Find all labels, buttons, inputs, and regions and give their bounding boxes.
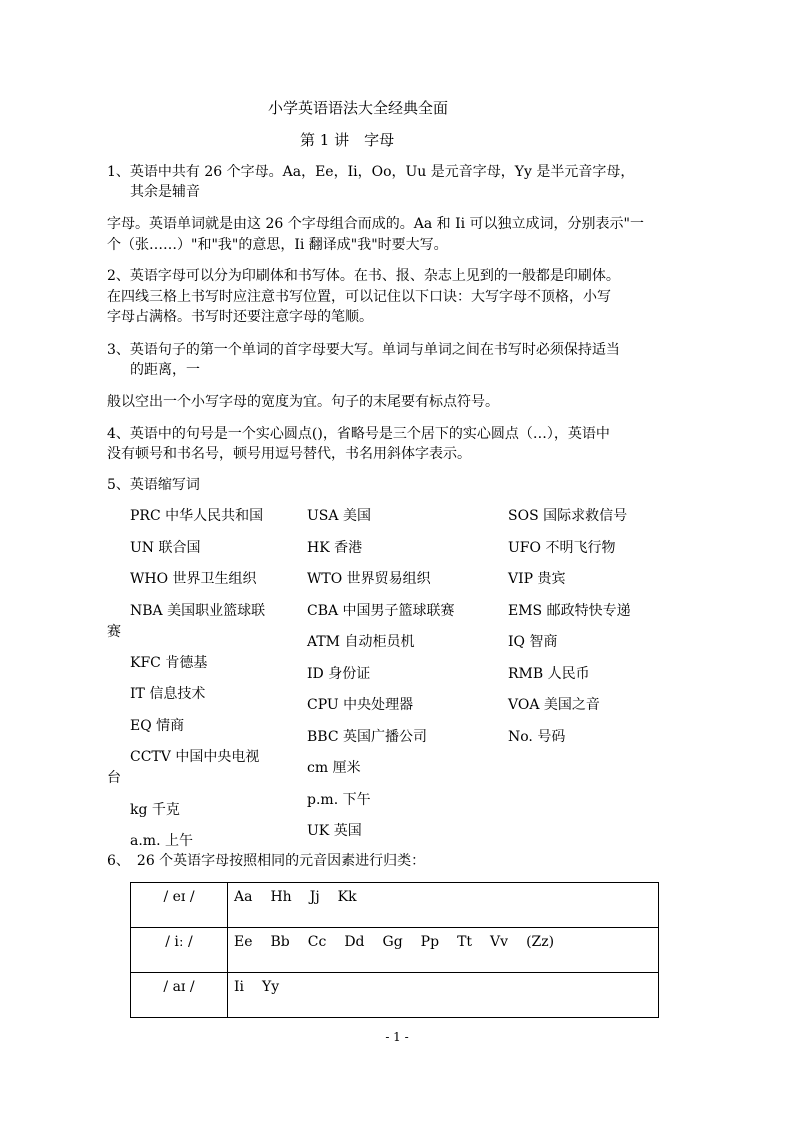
abbr-item: kg 千克: [130, 802, 180, 818]
vowel-symbol: / aɪ /: [131, 973, 228, 1018]
letter: Pp: [420, 934, 440, 950]
paragraph-1-line-3: 字母。英语单词就是由这 26 个字母组合而成的。Aa 和 Ii 可以独立成词，分别表示"一: [107, 216, 644, 232]
vowel-table: [130, 882, 659, 1018]
abbr-item: VIP 贵宾: [508, 571, 566, 587]
letter: Bb: [270, 934, 290, 950]
paragraph-6-heading: 6、 26 个英语字母按照相同的元音因素进行归类：: [107, 853, 426, 869]
letter-group: [228, 928, 659, 973]
lesson-heading: 第 1 讲 字母: [300, 131, 395, 149]
paragraph-3-line-3: 般以空出一个小写字母的宽度为宜。句子的末尾要有标点符号。: [107, 394, 499, 410]
letter: Ee: [234, 934, 253, 950]
letter: Cc: [307, 934, 327, 950]
abbr-item-wrap: 赛: [107, 624, 121, 640]
abbr-item: EQ 情商: [130, 718, 185, 734]
abbr-item: UK 英国: [307, 823, 362, 839]
abbr-item: KFC 肯德基: [130, 655, 208, 671]
paragraph-2-line-2: 在四线三格上书写时应注意书写位置，可以记住以下口诀：大写字母不顶格，小写: [107, 289, 611, 305]
paragraph-3-line-1: 3、英语句子的第一个单词的首字母要大写。单词与单词之间在书写时必须保持适当: [107, 342, 620, 358]
paragraph-2-line-1: 2、英语字母可以分为印刷体和书写体。在书、报、杂志上见到的一般都是印刷体。: [107, 268, 620, 284]
abbr-item: WTO 世界贸易组织: [307, 571, 431, 587]
abbr-item: ID 身份证: [307, 666, 371, 682]
abbr-item: WHO 世界卫生组织: [130, 571, 257, 587]
letter: Jj: [309, 889, 320, 905]
table-row: [131, 928, 659, 973]
table-row: [131, 973, 659, 1018]
abbr-item: BBC 英国广播公司: [307, 729, 427, 745]
document-title: 小学英语语法大全经典全面: [268, 99, 449, 117]
abbr-item: EMS 邮政特快专递: [508, 603, 631, 619]
abbr-item: CBA 中国男子篮球联赛: [307, 603, 455, 619]
table-row: [131, 883, 659, 928]
abbr-item: SOS 国际求救信号: [508, 508, 628, 524]
abbr-item: CCTV 中国中央电视: [130, 749, 260, 765]
abbr-item: IT 信息技术: [130, 686, 206, 702]
letter: Gg: [382, 934, 403, 950]
paragraph-1-line-2: 其余是辅音: [130, 184, 200, 200]
abbr-item: CPU 中央处理器: [307, 697, 414, 713]
paragraph-4-line-1: 4、英语中的句号是一个实心圆点()，省略号是三个居下的实心圆点（…），英语中: [107, 426, 610, 442]
letter: Hh: [270, 889, 292, 905]
abbr-item: HK 香港: [307, 540, 363, 556]
letter: Tt: [457, 934, 473, 950]
abbr-item: IQ 智商: [508, 634, 558, 650]
letter: Dd: [344, 934, 365, 950]
paragraph-3-line-2: 的距离，一: [130, 362, 200, 378]
vowel-symbol: / iː /: [131, 928, 228, 973]
letter: Yy: [262, 979, 280, 995]
abbr-item: cm 厘米: [307, 760, 361, 776]
paragraph-1-line-4: 个（张……）"和"我"的意思，Ii 翻译成"我"时要大写。: [107, 237, 448, 253]
letter: Kk: [337, 889, 357, 905]
letter: (Zz): [526, 934, 555, 950]
letter: Ii: [234, 979, 245, 995]
letter: Vv: [490, 934, 509, 950]
abbr-item: UFO 不明飞行物: [508, 540, 616, 556]
abbr-item: UN 联合国: [130, 540, 201, 556]
abbr-item: PRC 中华人民共和国: [130, 508, 264, 524]
letter-group: [228, 973, 659, 1018]
abbr-item: VOA 美国之音: [508, 697, 600, 713]
paragraph-5-heading: 5、英语缩写词: [107, 477, 200, 493]
paragraph-1-line-1: 1、英语中共有 26 个字母。Aa，Ee，Ii，Oo，Uu 是元音字母，Yy 是半元音字母，: [107, 164, 635, 180]
abbr-item: RMB 人民币: [508, 666, 590, 682]
abbr-item: a.m. 上午: [130, 833, 193, 849]
paragraph-2-line-3: 字母占满格。书写时还要注意字母的笔顺。: [107, 309, 373, 325]
abbr-item: p.m. 下午: [307, 792, 371, 808]
abbr-item: No. 号码: [508, 729, 566, 745]
abbr-item: NBA 美国职业篮球联: [130, 603, 266, 619]
abbr-item: USA 美国: [307, 508, 371, 524]
abbr-item-wrap: 台: [107, 770, 121, 786]
letter-group: [228, 883, 659, 928]
page-number: - 1 -: [385, 1030, 409, 1044]
vowel-symbol: / eɪ /: [131, 883, 228, 928]
letter: Aa: [234, 889, 253, 905]
abbr-item: ATM 自动柜员机: [307, 634, 415, 650]
paragraph-4-line-2: 没有顿号和书名号，顿号用逗号替代，书名用斜体字表示。: [107, 446, 471, 462]
